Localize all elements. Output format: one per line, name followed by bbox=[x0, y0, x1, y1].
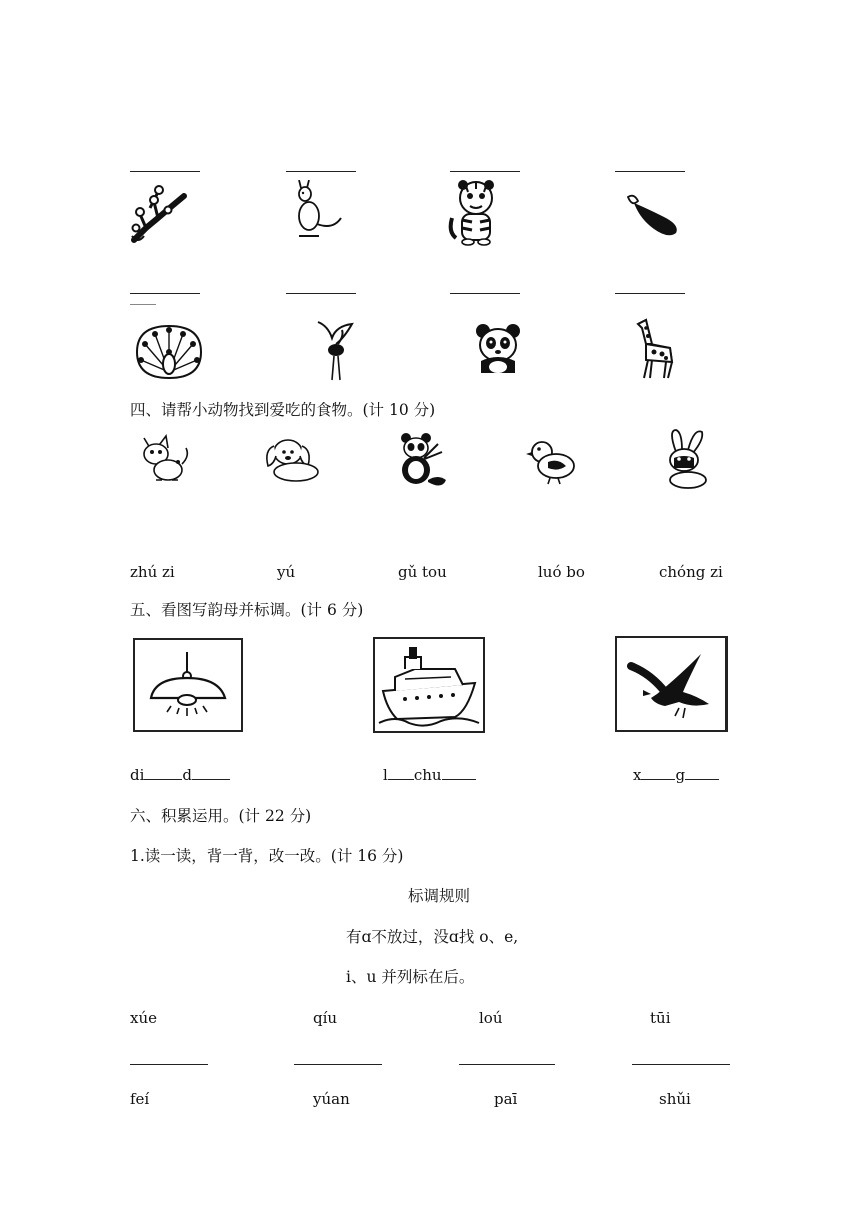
panda-eating-picture bbox=[394, 432, 448, 490]
food-label: chóng zi bbox=[659, 563, 723, 581]
ship-picture bbox=[375, 639, 483, 731]
crane-picture bbox=[314, 318, 356, 384]
answer-blank[interactable] bbox=[192, 767, 230, 780]
tiger-picture bbox=[446, 178, 506, 248]
answer-blank[interactable] bbox=[130, 171, 200, 172]
pinyin-item: xúe bbox=[130, 1009, 157, 1027]
prompt-part: l bbox=[383, 766, 388, 784]
answer-blank[interactable] bbox=[685, 767, 719, 780]
answer-blank[interactable] bbox=[286, 171, 356, 172]
rule-line-1: 有ɑ不放过，没ɑ找 o、e, bbox=[346, 928, 519, 946]
pinyin-item: qíu bbox=[313, 1009, 338, 1027]
answer-blank[interactable] bbox=[450, 293, 520, 294]
answer-blank[interactable] bbox=[144, 767, 182, 780]
section-5-title: 五、看图写韵母并标调。(计 6 分) bbox=[130, 601, 364, 619]
answer-blank[interactable] bbox=[632, 1064, 730, 1065]
prompt-part: chu bbox=[413, 766, 442, 784]
dog-picture bbox=[262, 434, 324, 484]
chick-picture bbox=[524, 436, 580, 486]
answer-blank[interactable] bbox=[442, 767, 476, 780]
answer-blank[interactable] bbox=[641, 767, 675, 780]
prompt-lamp bbox=[130, 766, 230, 784]
pinyin-item: tūi bbox=[650, 1009, 671, 1027]
frame-edge-line bbox=[726, 636, 728, 732]
stray-line bbox=[130, 304, 156, 305]
bird-picture bbox=[617, 638, 725, 730]
answer-blank[interactable] bbox=[459, 1064, 555, 1065]
answer-blank[interactable] bbox=[294, 1064, 382, 1065]
answer-blank[interactable] bbox=[615, 293, 685, 294]
kangaroo-picture bbox=[285, 180, 343, 240]
subsection-1-title: 1.读一读，背一背，改一改。(计 16 分) bbox=[130, 847, 404, 865]
prompt-bird bbox=[633, 766, 719, 784]
pinyin-item: feí bbox=[130, 1090, 150, 1108]
pinyin-item: yúan bbox=[313, 1090, 350, 1108]
answer-blank[interactable] bbox=[286, 293, 356, 294]
rabbit-picture bbox=[660, 428, 712, 490]
answer-blank[interactable] bbox=[130, 293, 200, 294]
lamp-picture-frame bbox=[133, 638, 243, 732]
food-label: gǔ tou bbox=[398, 563, 447, 581]
answer-blank[interactable] bbox=[388, 767, 414, 780]
eggplant-picture bbox=[624, 193, 684, 237]
section-6-title: 六、积累运用。(计 22 分) bbox=[130, 807, 312, 825]
ship-picture-frame bbox=[373, 637, 485, 733]
pinyin-item: paī bbox=[494, 1090, 518, 1108]
bird-picture-frame bbox=[615, 636, 727, 732]
pinyin-item: shǔi bbox=[659, 1090, 691, 1108]
prompt-part: d bbox=[182, 766, 193, 784]
rule-title: 标调规则 bbox=[408, 887, 471, 905]
prompt-part: g bbox=[675, 766, 686, 784]
food-label: luó bo bbox=[538, 563, 585, 581]
giraffe-picture bbox=[630, 314, 678, 382]
food-label: zhú zi bbox=[130, 563, 175, 581]
lamp-picture bbox=[135, 640, 241, 730]
pinyin-item: loú bbox=[479, 1009, 503, 1027]
panda-picture bbox=[473, 323, 523, 375]
prompt-part: x bbox=[633, 766, 642, 784]
peacock-picture bbox=[133, 322, 205, 384]
answer-blank[interactable] bbox=[615, 171, 685, 172]
prompt-part: di bbox=[130, 766, 145, 784]
food-label: yú bbox=[277, 563, 296, 581]
plum-branch-picture bbox=[128, 178, 190, 244]
answer-blank[interactable] bbox=[130, 1064, 208, 1065]
answer-blank[interactable] bbox=[450, 171, 520, 172]
rule-line-2: i、u 并列标在后。 bbox=[346, 968, 475, 986]
prompt-ship bbox=[383, 766, 476, 784]
cat-picture bbox=[138, 434, 192, 486]
section-4-title: 四、请帮小动物找到爱吃的食物。(计 10 分) bbox=[130, 401, 436, 419]
